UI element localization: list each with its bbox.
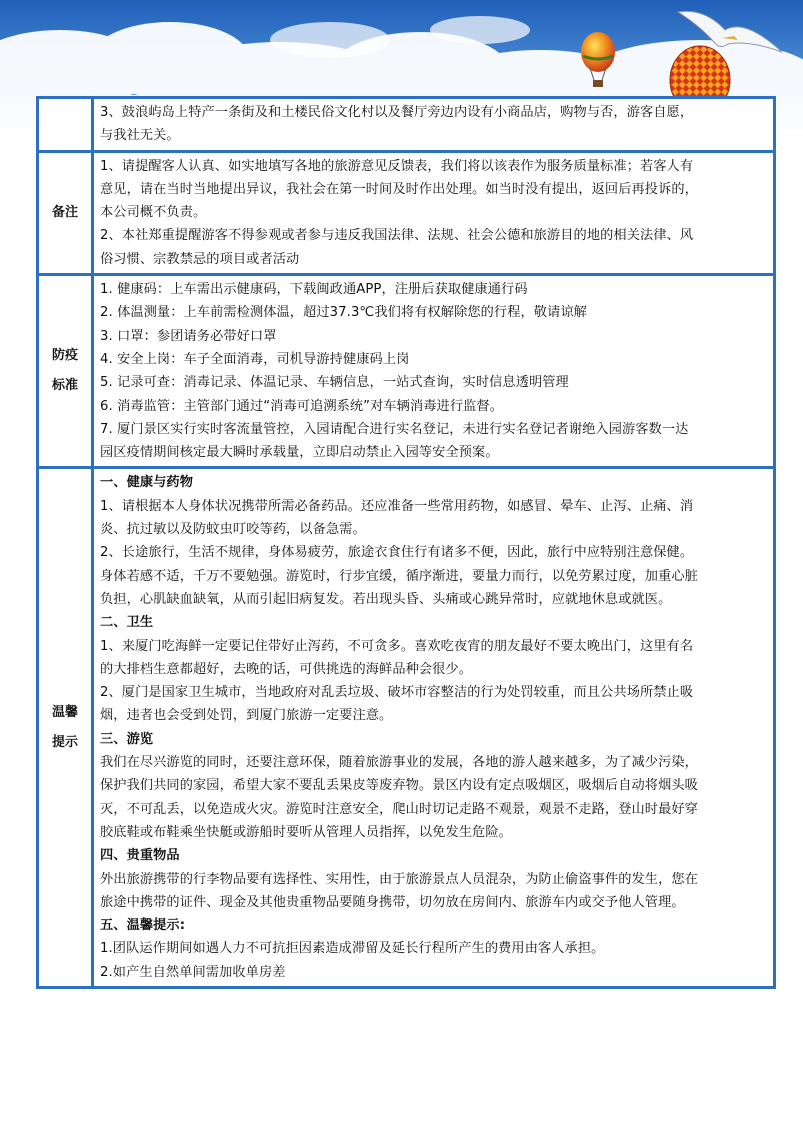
text-line: 灭，不可乱丢，以免造成火灾。游览时注意安全，爬山时切记走路不观景，观景不走路，登山时最好穿	[100, 801, 698, 817]
text-line: 烟，违者也会受到处罚，到厦门旅游一定要注意。	[100, 708, 393, 724]
text-line: 2. 体温测量：上车前需检测体温，超过37.3℃我们将有权解除您的行程，敬请谅解	[100, 305, 587, 321]
text-line: 负担，心肌缺血缺氧，从而引起旧病复发。若出现头昏、头痛或心跳异常时，应就地休息或就医。	[100, 591, 672, 607]
text-line: 1. 健康码：上车需出示健康码，下载闽政通APP，注册后获取健康通行码	[100, 282, 528, 298]
section-heading: 四、贵重物品	[100, 848, 180, 864]
text-line: 1、请提醒客人认真、如实地填写各地的旅游意见反馈表，我们将以该表作为服务质量标准；若客人有	[100, 158, 694, 174]
text-line: 2、本社郑重提醒游客不得参观或者参与违反我国法律、法规、社会公德和旅游目的地的相关法律、风	[100, 228, 694, 244]
text-line: 身体若感不适，千万不要勉强。游览时，行步宜缓，循序渐进，要量力而行，以免劳累过度，加重心脏	[100, 568, 698, 584]
text-line: 外出旅游携带的行李物品要有选择性、实用性，由于旅游景点人员混杂，为防止偷盗事件的发生，您在	[100, 871, 698, 887]
text-line: 1.团队运作期间如遇人力不可抗拒因素造成滞留及延长行程所产生的费用由客人承担。	[100, 941, 605, 957]
text-line: 保护我们共同的家园，希望大家不要乱丢果皮等废弃物。景区内设有定点吸烟区，吸烟后自动将烟头吸	[100, 778, 698, 794]
row-content	[93, 151, 775, 274]
table-row	[38, 98, 775, 152]
table-row	[38, 468, 775, 988]
row-label-line: 防疫	[51, 348, 78, 364]
table-row	[38, 151, 775, 274]
text-line: 3. 口罩：参团请务必带好口罩	[100, 328, 277, 344]
text-line: 4. 安全上岗：车子全面消毒，司机导游持健康码上岗	[100, 351, 410, 367]
text-line: 旅途中携带的证件、现金及其他贵重物品要随身携带，切勿放在房间内、旅游车内或交予他人管理。	[100, 894, 685, 910]
text-line: 1、请根据本人身体状况携带所需必备药品。还应准备一些常用药物，如感冒、晕车、止泻、止痛、消	[100, 498, 694, 514]
row-label: 备注	[38, 151, 93, 274]
section-heading: 五、温馨提示:	[100, 918, 186, 934]
text-line: 炎、抗过敏以及防蚊虫叮咬等药，以备急需。	[100, 522, 366, 538]
row-content	[93, 98, 775, 152]
section-heading: 二、卫生	[100, 615, 154, 631]
text-line: 本公司概不负责。	[100, 205, 207, 221]
text-line: 俗习惯、宗教禁忌的项目或者活动	[100, 251, 300, 267]
row-label-line: 温馨	[51, 704, 78, 720]
row-label-line: 标准	[51, 378, 78, 394]
text-line: 意见，请在当时当地提出异议，我社会在第一时间及时作出处理。如当时没有提出，返回后再投诉的，	[100, 181, 698, 197]
text-line: 园区疫情期间核定最大瞬时承载量，立即启动禁止入园等安全预案。	[100, 445, 499, 461]
row-label-line: 提示	[51, 734, 78, 750]
row-label	[38, 275, 93, 468]
row-content	[93, 468, 775, 988]
section-heading: 三、游览	[100, 731, 154, 747]
row-content	[93, 275, 775, 468]
text-line: 2、长途旅行，生活不规律，身体易疲劳，旅途衣食住行有诸多不便，因此，旅行中应特别注意保健。	[100, 545, 694, 561]
text-line: 我们在尽兴游览的同时，还要注意环保，随着旅游事业的发展，各地的游人越来越多，为了减少污染，	[100, 755, 698, 771]
text-line: 3、鼓浪屿岛上特产一条街及和土楼民俗文化村以及餐厅旁边内设有小商品店，购物与否，游客自愿，	[100, 105, 694, 120]
row-label	[38, 98, 93, 152]
text-line: 胶底鞋或布鞋乘坐快艇或游船时要听从管理人员指挥，以免发生危险。	[100, 824, 512, 840]
text-line: 2.如产生自然单间需加收单房差	[100, 964, 286, 980]
text-line: 2、厦门是国家卫生城市，当地政府对乱丢垃圾、破坏市容整洁的行为处罚较重，而且公共场所禁止吸	[100, 685, 694, 701]
text-line: 7. 厦门景区实行实时客流量管控，入园请配合进行实名登记，未进行实名登记者谢绝入园游客数一达	[100, 421, 689, 437]
row-label	[38, 468, 93, 988]
text-line: 与我社无关。	[100, 128, 180, 144]
table-row	[38, 275, 775, 468]
section-heading: 一、健康与药物	[100, 475, 194, 491]
text-line: 6. 消毒监管：主管部门通过“消毒可追溯系统”对车辆消毒进行监督。	[100, 398, 503, 414]
text-line: 的大排档生意都超好，去晚的话，可供挑选的海鲜品种会很少。	[100, 661, 473, 677]
text-line: 1、来厦门吃海鲜一定要记住带好止泻药，不可贪多。喜欢吃夜宵的朋友最好不要太晚出门，这里有名	[100, 638, 694, 654]
text-line: 5. 记录可查：消毒记录、体温记录、车辆信息，一站式查询，实时信息透明管理	[100, 375, 569, 391]
itinerary-notes-table	[36, 96, 776, 989]
